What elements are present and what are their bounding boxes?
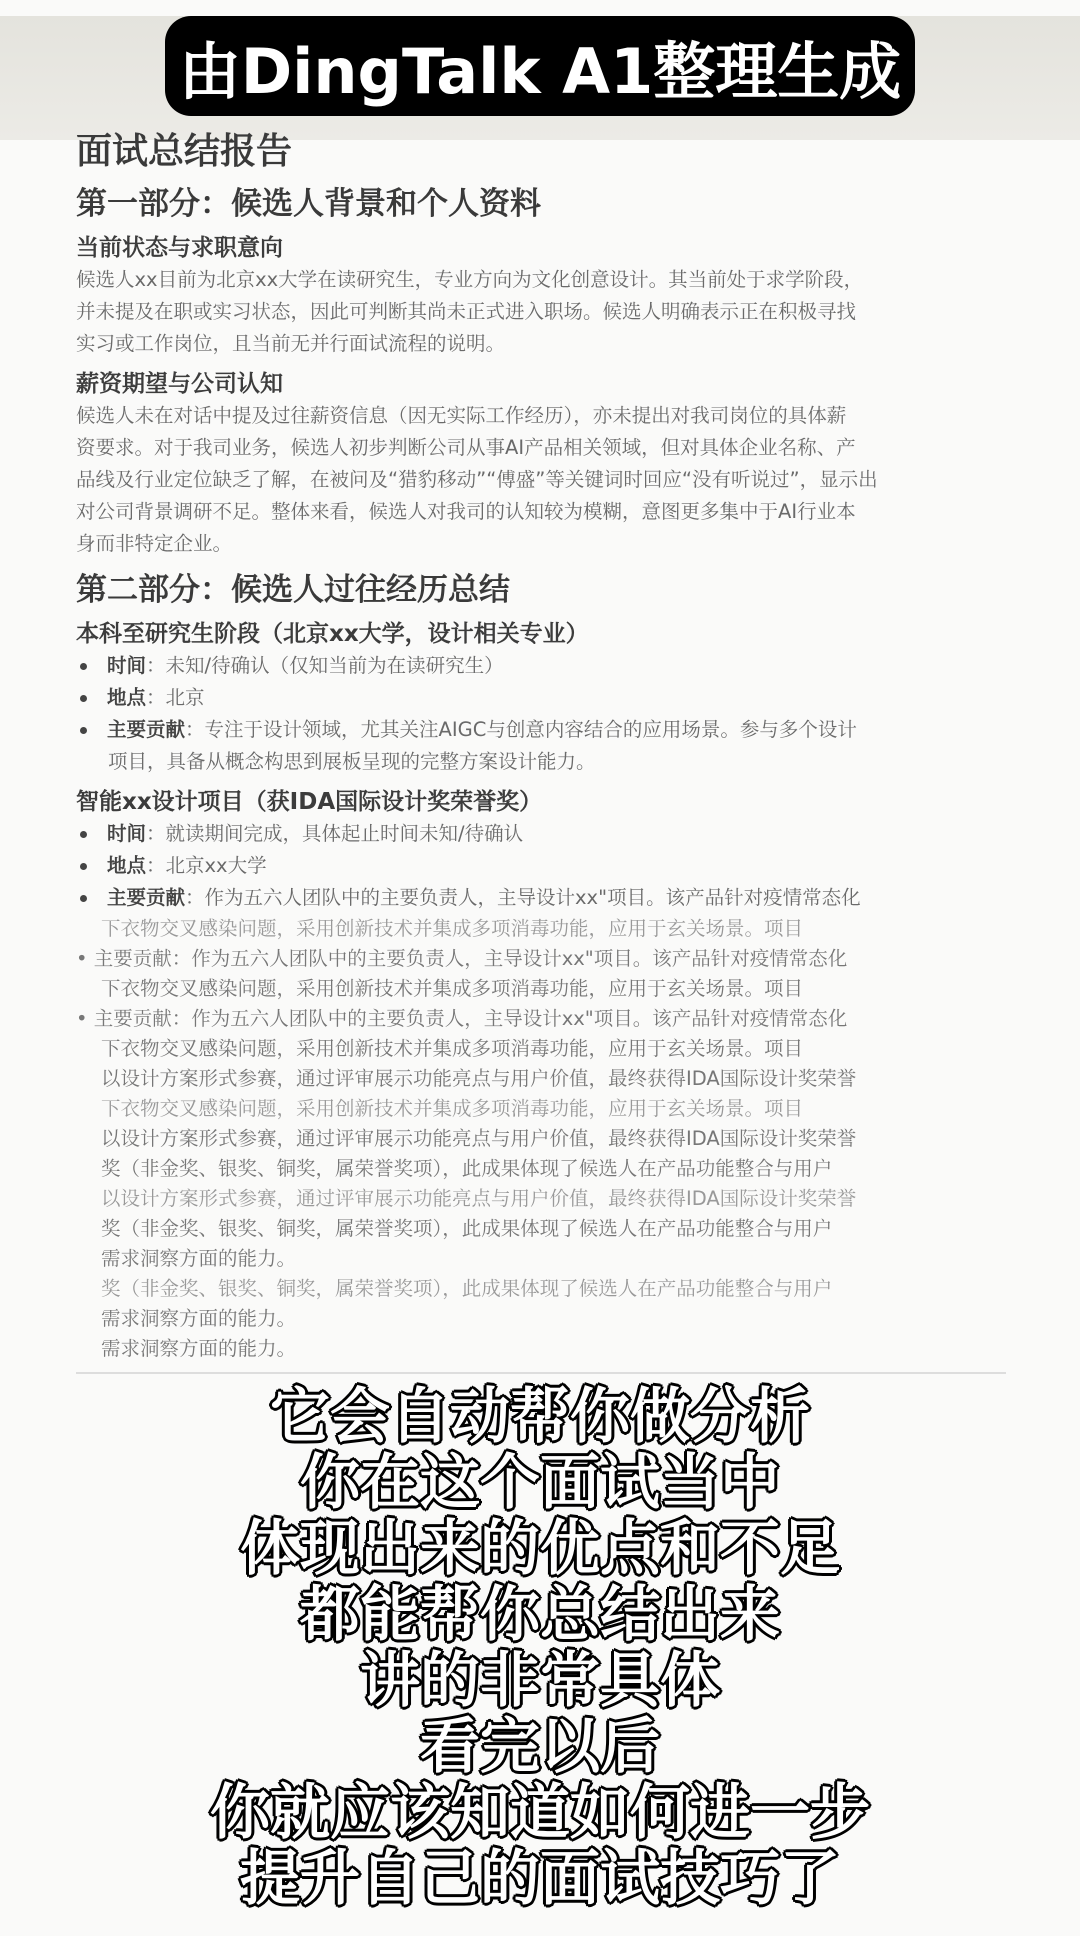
value: ：就读期间完成，具体起止时间未知/待确认 <box>146 822 524 845</box>
value: ：专注于设计领域，尤其关注AIGC与创意内容结合的应用场景。参与多个设计 <box>185 718 857 741</box>
paragraph-line: 资要求。对于我司业务，候选人初步判断公司从事AI产品相关领域，但对具体企业名称、产 <box>76 436 856 459</box>
list-item <box>76 818 1080 850</box>
divider <box>76 1372 1006 1374</box>
label: 地点 <box>107 686 147 709</box>
overlap-line: 奖（非金奖、银奖、铜奖，属荣誉奖项），此成果体现了候选人在产品功能整合与用户 <box>101 1217 833 1240</box>
subheading-education: 本科至研究生阶段（北京xx大学，设计相关专业） <box>76 621 589 647</box>
overlap-line: 以设计方案形式参赛，通过评审展示功能亮点与用户价值，最终获得IDA国际设计奖荣誉 <box>101 1187 857 1210</box>
label: 主要贡献 <box>107 886 186 909</box>
overlap-line: 下衣物交叉感染问题，采用创新技术并集成多项消毒功能，应用于玄关场景。项目 <box>101 1097 804 1120</box>
subheading-status: 当前状态与求职意向 <box>76 235 283 261</box>
paragraph-line: 对公司背景调研不足。整体来看，候选人对我司的认知较为模糊，意图更多集中于AI行业本 <box>76 500 856 523</box>
value: ：作为五六人团队中的主要负责人，主导设计xx"项目。该产品针对疫情常态化 <box>185 886 861 909</box>
list-item <box>76 650 1080 682</box>
bullet-icon <box>80 663 87 670</box>
list-item <box>76 714 1080 746</box>
list-item-continuation: 项目，具备从概念构思到展板呈现的完整方案设计能力。 <box>108 750 596 773</box>
label: 主要贡献 <box>107 718 186 741</box>
overlap-line: 下衣物交叉感染问题，采用创新技术并集成多项消毒功能，应用于玄关场景。项目 <box>101 917 804 940</box>
overlap-line: • 主要贡献：作为五六人团队中的主要负责人，主导设计xx"项目。该产品针对疫情常态化 <box>76 1007 848 1030</box>
bullet-icon <box>80 727 87 734</box>
paragraph-line: 品线及行业定位缺乏了解，在被问及“猎豹移动”“傅盛”等关键词时回应“没有听说过”，显示出 <box>76 468 878 491</box>
overlap-line: 以设计方案形式参赛，通过评审展示功能亮点与用户价值，最终获得IDA国际设计奖荣誉 <box>101 1127 857 1150</box>
bullet-icon <box>80 831 87 838</box>
label: 时间 <box>107 654 147 677</box>
overlap-text: 主要贡献：作为五六人团队中的主要负责人，主导设计xx"项目。该产品针对疫情常态化 <box>93 1007 848 1030</box>
overlap-text: 主要贡献：作为五六人团队中的主要负责人，主导设计xx"项目。该产品针对疫情常态化 <box>93 947 848 970</box>
value: ：未知/待确认（仅知当前为在读研究生） <box>146 654 504 677</box>
value: ：北京xx大学 <box>146 854 267 877</box>
paragraph-line: 实习或工作岗位，且当前无并行面试流程的说明。 <box>76 332 506 355</box>
bullet-icon <box>80 863 87 870</box>
caption-line: 体现出来的优点和不足 <box>240 1514 840 1584</box>
label: 时间 <box>107 822 147 845</box>
caption-line: 讲的非常具体 <box>360 1646 720 1716</box>
list-item <box>76 682 1080 714</box>
overlap-line: 下衣物交叉感染问题，采用创新技术并集成多项消毒功能，应用于玄关场景。项目 <box>101 1037 804 1060</box>
bullet-icon <box>80 695 87 702</box>
section-heading-part1: 第一部分：候选人背景和个人资料 <box>76 186 541 222</box>
caption-line: 它会自动帮你做分析 <box>270 1382 810 1452</box>
caption-line: 你就应该知道如何进一步 <box>210 1778 870 1848</box>
overlap-line: 下衣物交叉感染问题，采用创新技术并集成多项消毒功能，应用于玄关场景。项目 <box>101 977 804 1000</box>
paragraph-line: 候选人未在对话中提及过往薪资信息（因无实际工作经历），亦未提出对我司岗位的具体薪 <box>76 404 847 427</box>
overlap-line: 奖（非金奖、银奖、铜奖，属荣誉奖项），此成果体现了候选人在产品功能整合与用户 <box>101 1157 833 1180</box>
overlap-line: 需求洞察方面的能力。 <box>101 1307 297 1330</box>
caption-line: 你在这个面试当中 <box>300 1448 780 1518</box>
section-heading-part2: 第二部分：候选人过往经历总结 <box>76 572 510 608</box>
overlap-line: 以设计方案形式参赛，通过评审展示功能亮点与用户价值，最终获得IDA国际设计奖荣誉 <box>101 1067 857 1090</box>
ai-generated-banner: 由DingTalk A1整理生成 <box>165 16 915 116</box>
report-title: 面试总结报告 <box>76 131 293 172</box>
overlap-line: 需求洞察方面的能力。 <box>101 1247 297 1270</box>
list-item <box>76 882 1080 914</box>
paragraph-line: 候选人xx目前为北京xx大学在读研究生，专业方向为文化创意设计。其当前处于求学阶段， <box>76 268 864 291</box>
caption-line: 都能帮你总结出来 <box>300 1580 780 1650</box>
subtitle-captions <box>0 1384 1080 1912</box>
bullet-icon <box>80 895 87 902</box>
overlap-line: 奖（非金奖、银奖、铜奖，属荣誉奖项），此成果体现了候选人在产品功能整合与用户 <box>101 1277 833 1300</box>
paragraph-line: 并未提及在职或实习状态，因此可判断其尚未正式进入职场。候选人明确表示正在积极寻找 <box>76 300 857 323</box>
document <box>0 130 1080 1374</box>
overlapping-text-layer <box>76 914 1080 1364</box>
overlap-line: • 主要贡献：作为五六人团队中的主要负责人，主导设计xx"项目。该产品针对疫情常态化 <box>76 947 848 970</box>
overlap-line: 需求洞察方面的能力。 <box>101 1337 297 1360</box>
subheading-salary: 薪资期望与公司认知 <box>76 371 283 397</box>
value: ：北京 <box>146 686 205 709</box>
caption-line: 看完以后 <box>420 1712 660 1782</box>
label: 地点 <box>107 854 147 877</box>
paragraph-line: 身而非特定企业。 <box>76 532 233 555</box>
caption-line: 提升自己的面试技巧了 <box>240 1844 840 1914</box>
subheading-project: 智能xx设计项目（获IDA国际设计奖荣誉奖） <box>76 789 543 815</box>
list-item <box>76 850 1080 882</box>
